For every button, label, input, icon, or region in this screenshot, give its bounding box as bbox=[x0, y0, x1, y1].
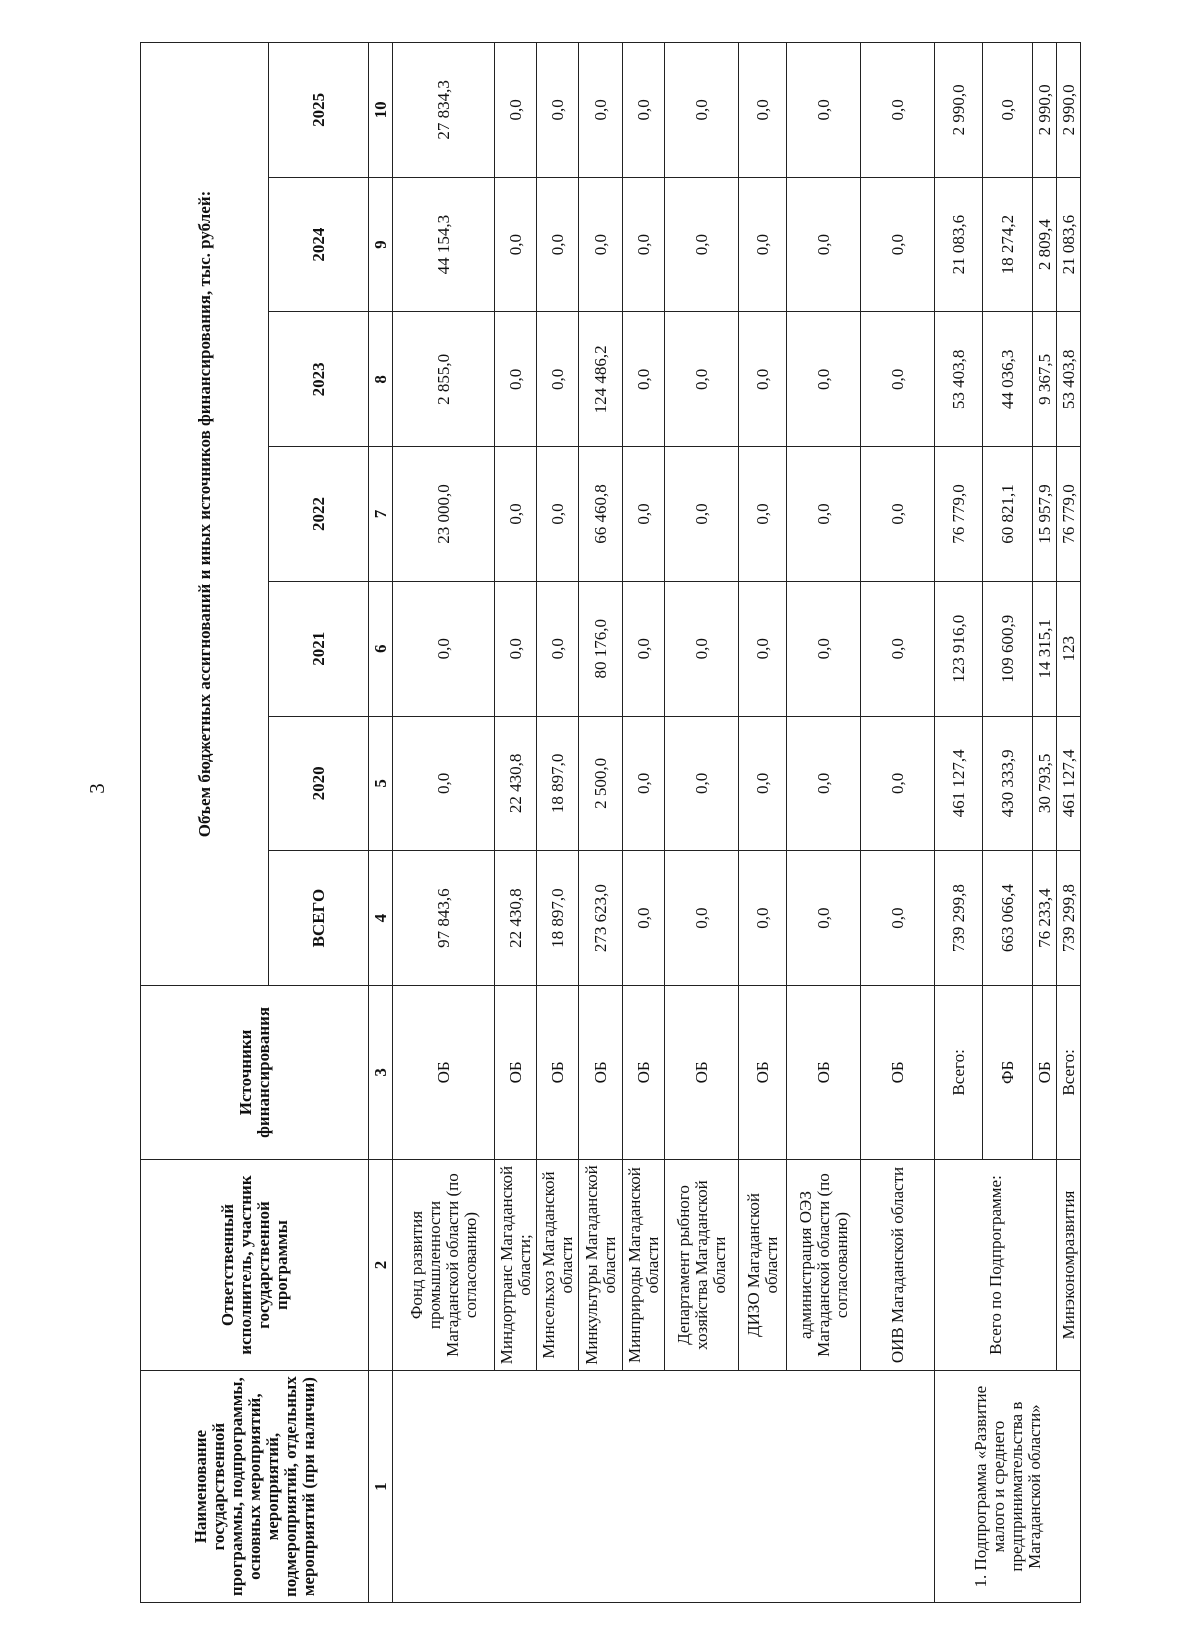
value-cell: 0,0 bbox=[623, 447, 665, 582]
executor-cell: Минприроды Магаданской области bbox=[623, 1159, 665, 1370]
table-row bbox=[665, 43, 739, 1603]
value-cell: 2 990,0 bbox=[1033, 43, 1057, 178]
table-row bbox=[579, 43, 623, 1603]
value-cell: 18 897,0 bbox=[537, 716, 579, 851]
value-cell: 0,0 bbox=[495, 177, 537, 312]
value-cell: 0,0 bbox=[665, 43, 739, 178]
value-cell: 76 779,0 bbox=[935, 447, 983, 582]
column-number: 9 bbox=[369, 177, 393, 312]
value-cell: 53 403,8 bbox=[1057, 312, 1081, 447]
executor-cell: Миндортранс Магаданской области; bbox=[495, 1159, 537, 1370]
column-number: 7 bbox=[369, 447, 393, 582]
source-cell: ОБ bbox=[623, 985, 665, 1159]
source-cell: ОБ bbox=[579, 985, 623, 1159]
source-cell: ОБ bbox=[393, 985, 495, 1159]
value-cell: 0,0 bbox=[861, 851, 935, 986]
value-cell: 0,0 bbox=[495, 312, 537, 447]
value-cell: 0,0 bbox=[739, 177, 787, 312]
source-cell: ОБ bbox=[1033, 985, 1057, 1159]
value-cell: 663 066,4 bbox=[983, 851, 1033, 986]
header-year: 2022 bbox=[269, 447, 369, 582]
value-cell: 0,0 bbox=[495, 581, 537, 716]
executor-cell: Фонд развития промышленности Магаданской области (по согласованию) bbox=[393, 1159, 495, 1370]
header-source: Источники финансирования bbox=[141, 985, 369, 1159]
value-cell: 0,0 bbox=[861, 43, 935, 178]
column-number: 4 bbox=[369, 851, 393, 986]
value-cell: 0,0 bbox=[739, 447, 787, 582]
source-cell: ФБ bbox=[983, 985, 1033, 1159]
column-number: 1 bbox=[369, 1371, 393, 1603]
value-cell: 66 460,8 bbox=[579, 447, 623, 582]
value-cell: 0,0 bbox=[623, 312, 665, 447]
value-cell: 0,0 bbox=[537, 447, 579, 582]
value-cell: 739 299,8 bbox=[1057, 851, 1081, 986]
value-cell: 0,0 bbox=[861, 177, 935, 312]
value-cell: 0,0 bbox=[665, 312, 739, 447]
value-cell: 0,0 bbox=[739, 581, 787, 716]
source-cell: ОБ bbox=[739, 985, 787, 1159]
value-cell: 0,0 bbox=[739, 43, 787, 178]
executor-cell: Минсельхоз Магаданской области bbox=[537, 1159, 579, 1370]
value-cell: 0,0 bbox=[787, 447, 861, 582]
value-cell: 0,0 bbox=[623, 851, 665, 986]
value-cell: 0,0 bbox=[495, 43, 537, 178]
value-cell: 0,0 bbox=[861, 581, 935, 716]
source-cell: ОБ bbox=[861, 985, 935, 1159]
value-cell: 0,0 bbox=[393, 716, 495, 851]
value-cell: 0,0 bbox=[623, 716, 665, 851]
value-cell: 18 897,0 bbox=[537, 851, 579, 986]
table-row bbox=[495, 43, 537, 1603]
header-year: 2025 bbox=[269, 43, 369, 178]
value-cell: 0,0 bbox=[665, 177, 739, 312]
value-cell: 0,0 bbox=[861, 312, 935, 447]
executor-cell: ОИВ Магаданской области bbox=[861, 1159, 935, 1370]
value-cell: 2 990,0 bbox=[1057, 43, 1081, 178]
value-cell: 0,0 bbox=[495, 447, 537, 582]
value-cell: 2 809,4 bbox=[1033, 177, 1057, 312]
value-cell: 15 957,9 bbox=[1033, 447, 1057, 582]
value-cell: 0,0 bbox=[393, 581, 495, 716]
table-row bbox=[393, 43, 495, 1603]
value-cell: 27 834,3 bbox=[393, 43, 495, 178]
financing-table bbox=[140, 42, 1081, 1603]
table-row bbox=[537, 43, 579, 1603]
value-cell: 23 000,0 bbox=[393, 447, 495, 582]
value-cell: 76 233,4 bbox=[1033, 851, 1057, 986]
source-cell: Всего: bbox=[1057, 985, 1081, 1159]
value-cell: 0,0 bbox=[787, 581, 861, 716]
header-year: 2024 bbox=[269, 177, 369, 312]
value-cell: 21 083,6 bbox=[935, 177, 983, 312]
column-number: 5 bbox=[369, 716, 393, 851]
source-cell: ОБ bbox=[665, 985, 739, 1159]
executor-cell: Минкультуры Магаданской области bbox=[579, 1159, 623, 1370]
value-cell: 60 821,1 bbox=[983, 447, 1033, 582]
header-funding-group: Объем бюджетных ассигнований и иных источников финансирования, тыс. рублей: bbox=[141, 43, 269, 986]
value-cell: 0,0 bbox=[665, 447, 739, 582]
value-cell: 0,0 bbox=[623, 581, 665, 716]
value-cell: 0,0 bbox=[665, 581, 739, 716]
value-cell: 0,0 bbox=[665, 716, 739, 851]
value-cell: 0,0 bbox=[739, 716, 787, 851]
value-cell: 0,0 bbox=[739, 851, 787, 986]
value-cell: 44 154,3 bbox=[393, 177, 495, 312]
source-cell: Всего: bbox=[935, 985, 983, 1159]
subprogram-total-label: Всего по Подпрограмме: bbox=[935, 1159, 1057, 1370]
value-cell: 76 779,0 bbox=[1057, 447, 1081, 582]
value-cell: 2 855,0 bbox=[393, 312, 495, 447]
table-row bbox=[787, 43, 861, 1603]
value-cell: 0,0 bbox=[579, 177, 623, 312]
value-cell: 0,0 bbox=[739, 312, 787, 447]
header-year: ВСЕГО bbox=[269, 851, 369, 986]
source-cell: ОБ bbox=[495, 985, 537, 1159]
value-cell: 0,0 bbox=[537, 177, 579, 312]
value-cell: 123 916,0 bbox=[935, 581, 983, 716]
page-number: 3 bbox=[84, 783, 109, 794]
column-number: 6 bbox=[369, 581, 393, 716]
column-number: 3 bbox=[369, 985, 393, 1159]
table-row bbox=[1057, 43, 1081, 1603]
value-cell: 14 315,1 bbox=[1033, 581, 1057, 716]
value-cell: 9 367,5 bbox=[1033, 312, 1057, 447]
value-cell: 0,0 bbox=[787, 43, 861, 178]
value-cell: 273 623,0 bbox=[579, 851, 623, 986]
value-cell: 21 083,6 bbox=[1057, 177, 1081, 312]
value-cell: 2 500,0 bbox=[579, 716, 623, 851]
header-year: 2021 bbox=[269, 581, 369, 716]
column-number: 2 bbox=[369, 1159, 393, 1370]
value-cell: 0,0 bbox=[787, 851, 861, 986]
value-cell: 44 036,3 bbox=[983, 312, 1033, 447]
value-cell: 0,0 bbox=[983, 43, 1033, 178]
value-cell: 0,0 bbox=[537, 312, 579, 447]
value-cell: 0,0 bbox=[623, 43, 665, 178]
table-row bbox=[739, 43, 787, 1603]
table-row bbox=[935, 43, 983, 1603]
value-cell: 0,0 bbox=[861, 447, 935, 582]
value-cell: 18 274,2 bbox=[983, 177, 1033, 312]
value-cell: 123 bbox=[1057, 581, 1081, 716]
value-cell: 2 990,0 bbox=[935, 43, 983, 178]
value-cell: 0,0 bbox=[861, 716, 935, 851]
table-row bbox=[623, 43, 665, 1603]
value-cell: 0,0 bbox=[665, 851, 739, 986]
value-cell: 30 793,5 bbox=[1033, 716, 1057, 851]
value-cell: 739 299,8 bbox=[935, 851, 983, 986]
value-cell: 80 176,0 bbox=[579, 581, 623, 716]
value-cell: 0,0 bbox=[537, 581, 579, 716]
value-cell: 0,0 bbox=[787, 177, 861, 312]
rotated-table-wrapper bbox=[140, 42, 1078, 1603]
value-cell: 461 127,4 bbox=[935, 716, 983, 851]
header-executor: Ответственный исполнитель, участник государственной программы bbox=[141, 1159, 369, 1370]
column-number: 10 bbox=[369, 43, 393, 178]
value-cell: 0,0 bbox=[537, 43, 579, 178]
value-cell: 22 430,8 bbox=[495, 716, 537, 851]
value-cell: 97 843,6 bbox=[393, 851, 495, 986]
source-cell: ОБ bbox=[537, 985, 579, 1159]
header-year: 2020 bbox=[269, 716, 369, 851]
value-cell: 124 486,2 bbox=[579, 312, 623, 447]
value-cell: 0,0 bbox=[623, 177, 665, 312]
source-cell: ОБ bbox=[787, 985, 861, 1159]
executor-cell: Департамент рыбного хозяйства Магаданской области bbox=[665, 1159, 739, 1370]
header-year: 2023 bbox=[269, 312, 369, 447]
table-row bbox=[861, 43, 935, 1603]
value-cell: 0,0 bbox=[787, 716, 861, 851]
name-cell-empty bbox=[393, 1371, 935, 1603]
value-cell: 109 600,9 bbox=[983, 581, 1033, 716]
value-cell: 0,0 bbox=[787, 312, 861, 447]
subprogram-name: 1. Подпрограмма «Развитие малого и среднего предпринимательства в Магаданской области» bbox=[935, 1371, 1081, 1603]
value-cell: 430 333,9 bbox=[983, 716, 1033, 851]
header-name: Наименование государственной программы, подпрограммы, основных мероприятий, мероприятий, подмероприятий, отдельных мероприятий (при наличии) bbox=[141, 1371, 369, 1603]
value-cell: 53 403,8 bbox=[935, 312, 983, 447]
executor-cell: Минэкономразвития bbox=[1057, 1159, 1081, 1370]
column-number: 8 bbox=[369, 312, 393, 447]
executor-cell: ДИЗО Магаданской области bbox=[739, 1159, 787, 1370]
executor-cell: администрация ОЭЗ Магаданской области (по согласованию) bbox=[787, 1159, 861, 1370]
value-cell: 22 430,8 bbox=[495, 851, 537, 986]
value-cell: 461 127,4 bbox=[1057, 716, 1081, 851]
value-cell: 0,0 bbox=[579, 43, 623, 178]
